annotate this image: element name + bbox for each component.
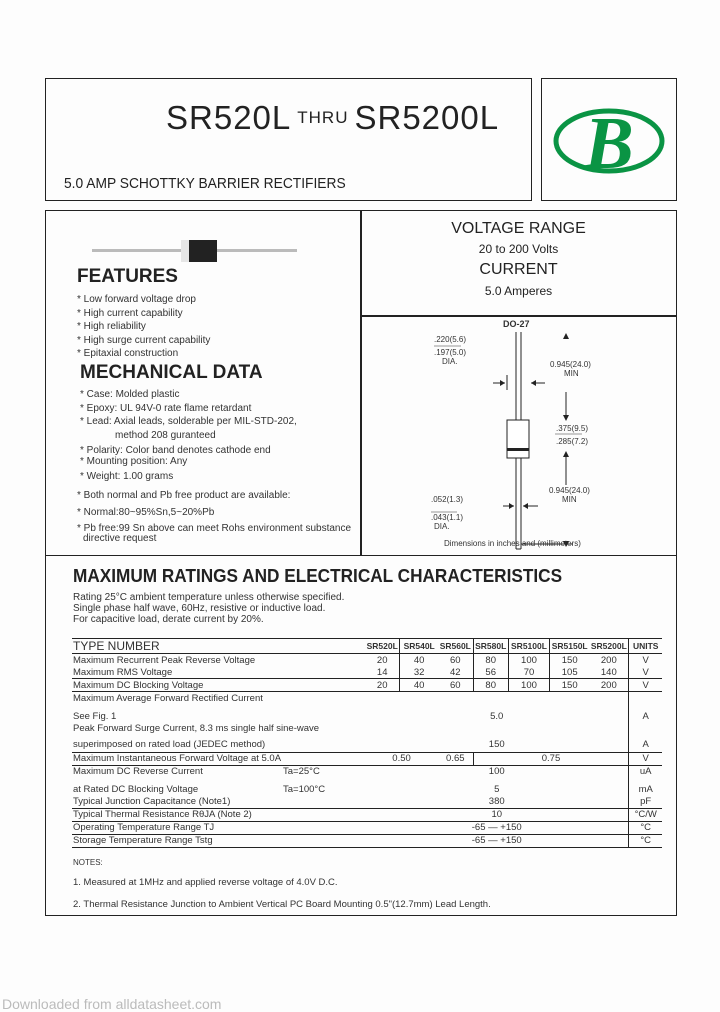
lead-dia-min: .043(1.1)	[431, 513, 464, 522]
part-from: SR520L	[166, 99, 292, 136]
svg-text:B: B	[584, 103, 634, 185]
part-to: SR5200L	[354, 99, 500, 136]
list-item: * High current capability	[77, 307, 183, 319]
logo-box	[541, 78, 677, 201]
table-row: Peak Forward Surge Current, 8.3 ms single half sine-wave	[72, 722, 662, 734]
table-row: Maximum Instantaneous Forward Voltage at 5.0A 0.50 0.65 0.75 V	[72, 752, 662, 765]
list-item: * Pb free:99 Sn above can meet Rohs environment substance	[77, 522, 352, 534]
table-row: Maximum RMS Voltage 14 32 42 56 70 105 140 V	[72, 666, 662, 679]
features-list	[77, 293, 210, 361]
table-header-row: TYPE NUMBER SR520L SR540L SR560L SR580L SR5100L SR5150L SR5200L UNITS	[72, 639, 662, 654]
voltage-range-value: 20 to 200 Volts	[478, 242, 559, 256]
list-item: * Both normal and Pb free product are available:	[77, 489, 291, 501]
note-item: 1. Measured at 1MHz and applied reverse voltage of 4.0V D.C.	[73, 877, 338, 888]
list-item: * Mounting position: Any	[80, 456, 188, 467]
brand-logo-icon	[542, 79, 675, 199]
table-row: Maximum DC Reverse Current Ta=25°C 100 uA	[73, 766, 652, 777]
list-item: * Normal:80~95%Sn,5~20%Pb	[77, 507, 215, 518]
list-item: method 208 guranteed	[115, 429, 216, 441]
dimensions-caption: Dimensions in inches and (millimeters)	[444, 539, 581, 548]
list-item: * High reliability	[77, 321, 146, 332]
rating-conditions: Rating 25°C ambient temperature unless otherwise specified. Single phase half wave, 60Hz, resistive or inductive load. For capacitive load, derate current by 20%.	[73, 592, 345, 625]
table-row: Typical Thermal Resistance RθJA (Note 2) 10 °C/W	[72, 808, 662, 821]
lead-len-bot: 0.945(24.0)	[549, 486, 590, 495]
table-row: superimposed on rated load (JEDEC method) 150 A	[72, 734, 662, 752]
list-item: * Epoxy: UL 94V-0 rate flame retardant	[80, 402, 252, 414]
list-item: * Low forward voltage drop	[77, 294, 196, 305]
specs-panel	[360, 210, 677, 315]
list-item: * Lead: Axial leads, solderable per MIL-STD-202,	[80, 416, 297, 427]
note-item: 2. Thermal Resistance Junction to Ambient Vertical PC Board Mounting 0.5"(12.7mm) Lead Length.	[73, 899, 491, 910]
page-title	[166, 99, 499, 137]
features-heading: FEATURES	[77, 266, 178, 287]
table-row: Typical Junction Capacitance (Note1) 380 pF	[72, 796, 662, 809]
table-row: Maximum DC Blocking Voltage 20 40 60 80 100 150 200 V	[72, 679, 662, 692]
lead-len-top-label: MIN	[564, 369, 579, 378]
body-dia-label: DIA.	[442, 357, 458, 366]
lead-dia-max: .052(1.3)	[431, 495, 464, 504]
mechanical-heading: MECHANICAL DATA	[80, 362, 263, 383]
lead-len-top: 0.945(24.0)	[550, 360, 591, 369]
subtitle: 5.0 AMP SCHOTTKY BARRIER RECTIFIERS	[64, 175, 346, 192]
voltage-range-label: VOLTAGE RANGE	[451, 220, 586, 237]
ratings-table	[72, 638, 662, 848]
lead-len-bot-label: MIN	[562, 495, 577, 504]
table-row: at Rated DC Blocking Voltage Ta=100°C 5 mA	[72, 778, 662, 796]
list-item: * High surge current capability	[77, 334, 211, 346]
list-item: * Weight: 1.00 grams	[80, 471, 174, 482]
mechanical-list	[77, 388, 352, 544]
package-name: DO-27	[503, 319, 530, 329]
list-item: directive request	[83, 532, 157, 544]
list-item: * Polarity: Color band denotes cathode end	[80, 445, 271, 456]
body-len-max: .375(9.5)	[556, 424, 589, 433]
table-row: Maximum Recurrent Peak Reverse Voltage 20 40 60 80 100 150 200 V	[73, 654, 649, 666]
table-row: Storage Temperature Range Tstg -65 — +150 °C	[72, 834, 662, 847]
package-drawing	[360, 315, 677, 555]
thru-label: THRU	[297, 108, 349, 127]
current-label: CURRENT	[479, 261, 558, 278]
notes-title: NOTES:	[73, 858, 103, 867]
body-dia-min: .197(5.0)	[434, 348, 467, 357]
list-item: * Epitaxial construction	[77, 348, 179, 359]
list-item: * Case: Molded plastic	[80, 389, 180, 400]
watermark: Downloaded from alldatasheet.com	[2, 996, 222, 1012]
table-row: Maximum Average Forward Rectified Current	[72, 692, 662, 705]
table-row: See Fig. 1 5.0 A	[72, 704, 662, 722]
body-dia-max: .220(5.6)	[434, 335, 467, 344]
ratings-heading: MAXIMUM RATINGS AND ELECTRICAL CHARACTERISTICS	[73, 565, 563, 586]
current-value: 5.0 Amperes	[484, 284, 553, 298]
table-row: Operating Temperature Range TJ -65 — +150 °C	[72, 821, 662, 834]
do27-outline-icon	[360, 315, 677, 555]
body-len-min: .285(7.2)	[556, 437, 589, 446]
title-box	[45, 78, 532, 201]
lead-dia-label: DIA.	[434, 522, 450, 531]
notes	[73, 858, 491, 910]
